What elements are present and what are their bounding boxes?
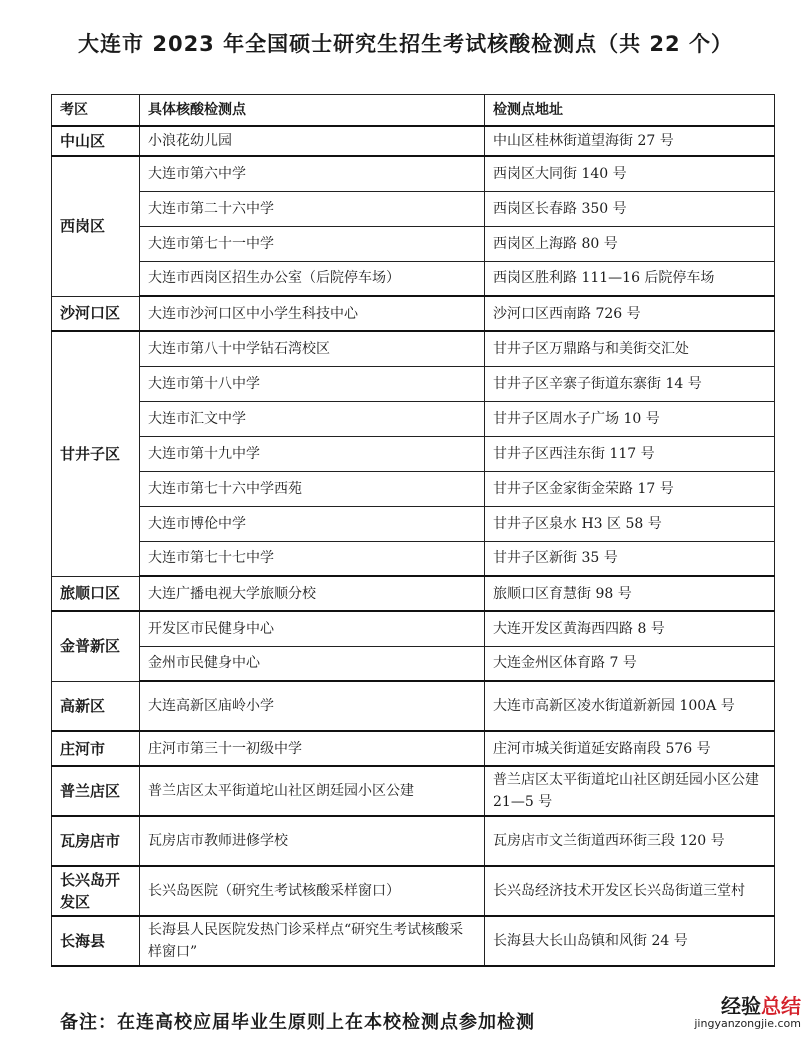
table-row	[52, 681, 775, 731]
district-cell: 长兴岛开发区	[52, 866, 140, 916]
district-cell: 普兰店区	[52, 766, 140, 816]
address-cell: 长兴岛经济技术开发区长兴岛街道三堂村	[485, 866, 775, 916]
table-row	[52, 541, 775, 576]
table-row	[52, 471, 775, 506]
header-site: 具体核酸检测点	[140, 95, 485, 127]
table-row	[52, 401, 775, 436]
test-site-table	[51, 94, 775, 967]
table-row	[52, 916, 775, 966]
watermark-text-2: 总结	[761, 994, 801, 1018]
site-cell: 开发区市民健身中心	[140, 611, 485, 646]
table-row	[52, 576, 775, 611]
site-cell: 大连市第六中学	[140, 156, 485, 191]
table-row	[52, 156, 775, 191]
district-cell: 旅顺口区	[52, 576, 140, 611]
address-cell: 庄河市城关街道延安路南段 576 号	[485, 731, 775, 766]
address-cell: 甘井子区辛寨子街道东寨街 14 号	[485, 366, 775, 401]
district-cell: 西岗区	[52, 156, 140, 296]
site-cell: 大连市博伦中学	[140, 506, 485, 541]
watermark-logo	[679, 990, 801, 1030]
table-row	[52, 766, 775, 816]
address-cell: 甘井子区周水子广场 10 号	[485, 401, 775, 436]
district-cell: 瓦房店市	[52, 816, 140, 866]
watermark-text-1: 经验	[721, 994, 761, 1018]
address-cell: 瓦房店市文兰街道西环街三段 120 号	[485, 816, 775, 866]
watermark-url: jingyanzongjie.com	[694, 1017, 801, 1030]
address-cell: 大连开发区黄海西四路 8 号	[485, 611, 775, 646]
district-cell: 金普新区	[52, 611, 140, 681]
address-cell: 中山区桂林街道望海街 27 号	[485, 126, 775, 156]
table-row	[52, 866, 775, 916]
table-row	[52, 646, 775, 681]
table-row	[52, 436, 775, 471]
address-cell: 甘井子区西洼东街 117 号	[485, 436, 775, 471]
table-row	[52, 261, 775, 296]
site-cell: 大连市第七十七中学	[140, 541, 485, 576]
header-district: 考区	[52, 95, 140, 127]
site-cell: 大连市沙河口区中小学生科技中心	[140, 296, 485, 331]
address-cell: 大连市高新区凌水街道新新园 100A 号	[485, 681, 775, 731]
site-cell: 大连市第十九中学	[140, 436, 485, 471]
district-cell: 中山区	[52, 126, 140, 156]
table-row	[52, 506, 775, 541]
table-body	[52, 126, 775, 966]
table-row	[52, 296, 775, 331]
district-cell: 甘井子区	[52, 331, 140, 576]
address-cell: 甘井子区万鼎路与和美街交汇处	[485, 331, 775, 366]
site-cell: 庄河市第三十一初级中学	[140, 731, 485, 766]
site-cell: 大连市第二十六中学	[140, 191, 485, 226]
table-row	[52, 191, 775, 226]
site-cell: 小浪花幼儿园	[140, 126, 485, 156]
address-cell: 西岗区大同街 140 号	[485, 156, 775, 191]
site-cell: 大连市第七十六中学西苑	[140, 471, 485, 506]
address-cell: 甘井子区泉水 H3 区 58 号	[485, 506, 775, 541]
site-cell: 大连高新区庙岭小学	[140, 681, 485, 731]
address-cell: 甘井子区新街 35 号	[485, 541, 775, 576]
table-row	[52, 816, 775, 866]
site-cell: 长海县人民医院发热门诊采样点“研究生考试核酸采样窗口”	[140, 916, 485, 966]
address-cell: 普兰店区太平街道坨山社区朗廷园小区公建 21—5 号	[485, 766, 775, 816]
site-cell: 长兴岛医院（研究生考试核酸采样窗口）	[140, 866, 485, 916]
address-cell: 旅顺口区育慧街 98 号	[485, 576, 775, 611]
table-header-row	[52, 95, 775, 127]
site-cell: 瓦房店市教师进修学校	[140, 816, 485, 866]
district-cell: 沙河口区	[52, 296, 140, 331]
site-cell: 大连市汇文中学	[140, 401, 485, 436]
site-cell: 金州市民健身中心	[140, 646, 485, 681]
address-cell: 西岗区上海路 80 号	[485, 226, 775, 261]
table-row	[52, 331, 775, 366]
address-cell: 大连金州区体育路 7 号	[485, 646, 775, 681]
address-cell: 沙河口区西南路 726 号	[485, 296, 775, 331]
site-cell: 大连广播电视大学旅顺分校	[140, 576, 485, 611]
district-cell: 长海县	[52, 916, 140, 966]
address-cell: 西岗区胜利路 111—16 后院停车场	[485, 261, 775, 296]
site-cell: 大连市西岗区招生办公室（后院停车场）	[140, 261, 485, 296]
table-row	[52, 611, 775, 646]
site-cell: 普兰店区太平街道坨山社区朗廷园小区公建	[140, 766, 485, 816]
address-cell: 西岗区长春路 350 号	[485, 191, 775, 226]
site-cell: 大连市第十八中学	[140, 366, 485, 401]
district-cell: 庄河市	[52, 731, 140, 766]
table-row	[52, 731, 775, 766]
table-row	[52, 226, 775, 261]
header-address: 检测点地址	[485, 95, 775, 127]
site-cell: 大连市第八十中学钻石湾校区	[140, 331, 485, 366]
table-row	[52, 126, 775, 156]
address-cell: 长海县大长山岛镇和风街 24 号	[485, 916, 775, 966]
table-row	[52, 366, 775, 401]
site-cell: 大连市第七十一中学	[140, 226, 485, 261]
footnote: 备注：在连高校应届毕业生原则上在本校检测点参加检测	[60, 1012, 535, 1033]
address-cell: 甘井子区金家街金荣路 17 号	[485, 471, 775, 506]
page-title: 大连市 2023 年全国硕士研究生招生考试核酸检测点（共 22 个）	[78, 32, 733, 56]
district-cell: 高新区	[52, 681, 140, 731]
